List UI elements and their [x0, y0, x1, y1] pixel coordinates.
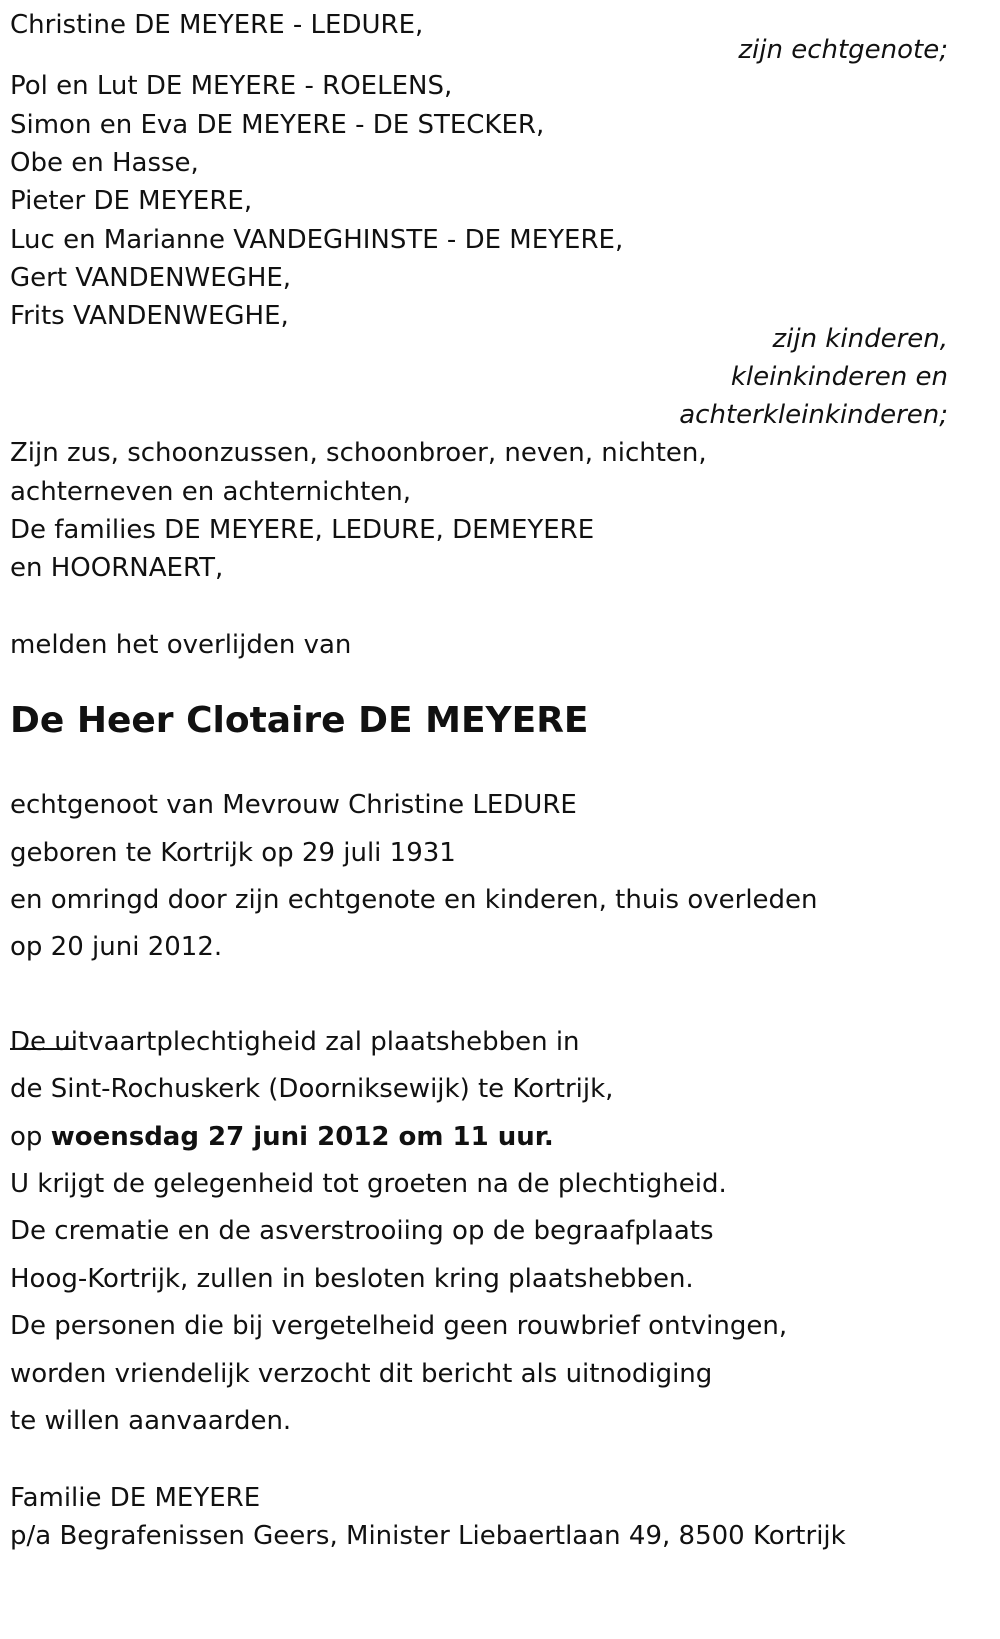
funeral-line: U krijgt de gelegenheid tot groeten na de plechtigheid.	[10, 1169, 727, 1199]
funeral-line: te willen aanvaarden.	[10, 1406, 292, 1436]
signature-address: p/a Begrafenissen Geers, Minister Liebaertlaan 49, 8500 Kortrijk	[10, 1521, 846, 1551]
spouse-role: zijn echtgenote;	[738, 35, 948, 65]
signature-family: Familie DE MEYERE	[10, 1483, 261, 1513]
deceased-detail: op 20 juni 2012.	[10, 932, 223, 962]
funeral-date-bold: woensdag 27 juni 2012 om 11 uur.	[50, 1122, 554, 1152]
child-line: Gert VANDENWEGHE,	[10, 263, 292, 293]
announcement: melden het overlijden van	[10, 630, 352, 660]
children-role: zijn kinderen,	[772, 324, 948, 354]
deceased-name: De Heer Clotaire DE MEYERE	[10, 700, 589, 741]
child-line: Pol en Lut DE MEYERE - ROELENS,	[10, 71, 453, 101]
funeral-date-prefix: op	[10, 1122, 43, 1152]
relatives-line: en HOORNAERT,	[10, 553, 224, 583]
funeral-line: De personen die bij vergetelheid geen rouwbrief ontvingen,	[10, 1311, 788, 1341]
child-line: Luc en Marianne VANDEGHINSTE - DE MEYERE,	[10, 225, 624, 255]
relatives-line: Zijn zus, schoonzussen, schoonbroer, neven, nichten,	[10, 438, 707, 468]
deceased-detail: en omringd door zijn echtgenote en kinderen, thuis overleden	[10, 885, 818, 915]
children-role: achterkleinkinderen;	[679, 400, 948, 430]
children-role: kleinkinderen en	[730, 362, 948, 392]
child-line: Obe en Hasse,	[10, 148, 199, 178]
deceased-detail: echtgenoot van Mevrouw Christine LEDURE	[10, 790, 577, 820]
relatives-line: De families DE MEYERE, LEDURE, DEMEYERE	[10, 515, 595, 545]
child-line: Simon en Eva DE MEYERE - DE STECKER,	[10, 110, 545, 140]
funeral-line: De uitvaartplechtigheid zal plaatshebben in	[10, 1027, 580, 1057]
child-line: Pieter DE MEYERE,	[10, 186, 253, 216]
funeral-date	[10, 1124, 554, 1150]
child-line: Frits VANDENWEGHE,	[10, 301, 289, 331]
relatives-line: achterneven en achternichten,	[10, 477, 412, 507]
funeral-line: de Sint-Rochuskerk (Doorniksewijk) te Kortrijk,	[10, 1074, 614, 1104]
funeral-line: De crematie en de asverstrooiing op de begraafplaats	[10, 1216, 714, 1246]
funeral-line: worden vriendelijk verzocht dit bericht als uitnodiging	[10, 1359, 713, 1389]
deceased-detail: geboren te Kortrijk op 29 juli 1931	[10, 838, 456, 868]
spouse-name: Christine DE MEYERE - LEDURE,	[10, 10, 424, 40]
funeral-line: Hoog-Kortrijk, zullen in besloten kring plaatshebben.	[10, 1264, 694, 1294]
